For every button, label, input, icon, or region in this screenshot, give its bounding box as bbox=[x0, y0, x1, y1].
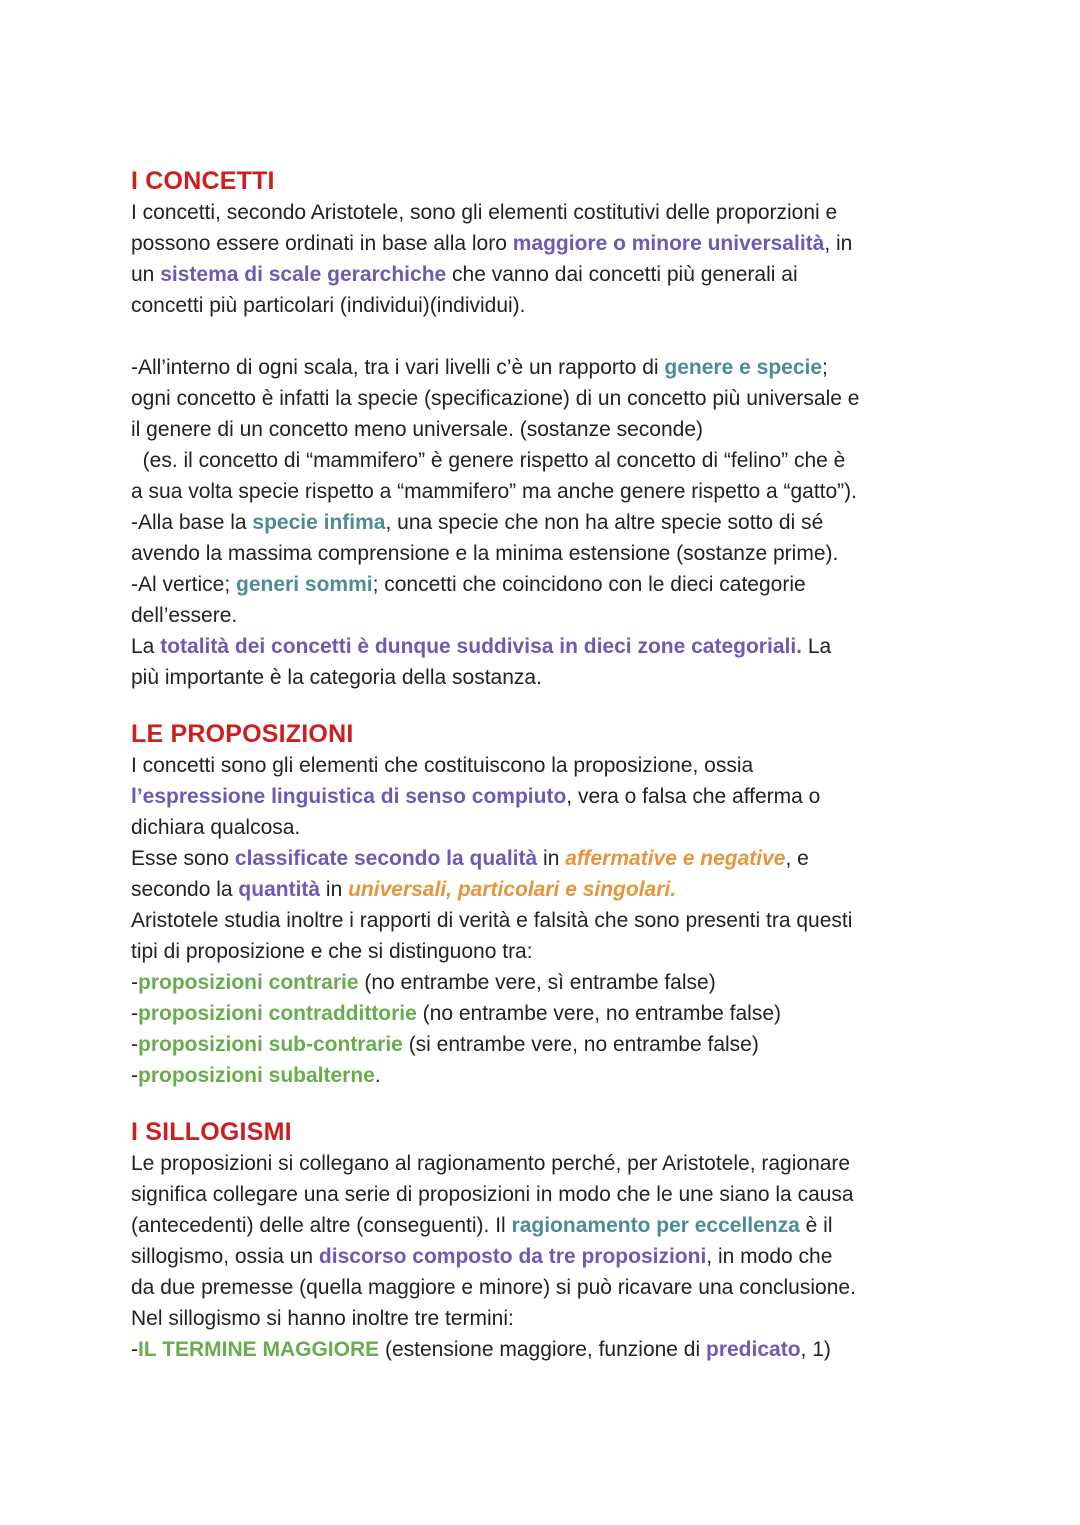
paragraph-line: a sua volta specie rispetto a “mammifero” ma anche genere rispetto a “gatto”). bbox=[131, 480, 857, 503]
text-span: (estensione maggiore, funzione di bbox=[379, 1338, 706, 1361]
section-title-concetti: I CONCETTI bbox=[131, 167, 275, 195]
document-page bbox=[131, 166, 961, 1365]
highlight-green: IL TERMINE MAGGIORE bbox=[138, 1338, 380, 1361]
highlight-teal: genere e specie bbox=[664, 356, 823, 379]
highlight-orange: affermative e negative bbox=[565, 847, 786, 870]
paragraph-line bbox=[131, 507, 961, 538]
text-span: che vanno dai concetti più generali ai bbox=[446, 263, 798, 286]
paragraph-line bbox=[131, 631, 961, 662]
section-title-sillogismi: I SILLOGISMI bbox=[131, 1118, 292, 1146]
list-item bbox=[131, 1060, 961, 1091]
text-span: sillogismo, ossia un bbox=[131, 1245, 319, 1268]
paragraph-line bbox=[131, 569, 961, 600]
paragraph-line: tipi di proposizione e che si distinguono tra: bbox=[131, 940, 533, 963]
text-span: -All’interno di ogni scala, tra i vari livelli c’è un rapporto di bbox=[131, 356, 665, 379]
highlight-green: proposizioni sub-contrarie bbox=[138, 1033, 403, 1056]
text-span: -Alla base la bbox=[131, 511, 253, 534]
highlight-green: proposizioni subalterne bbox=[138, 1064, 375, 1087]
text-span: , in bbox=[824, 232, 853, 255]
paragraph-line: concetti più particolari (individui)(individui). bbox=[131, 294, 526, 317]
text-span: , e bbox=[785, 847, 809, 870]
highlight-purple: discorso composto da tre proposizioni bbox=[318, 1245, 707, 1268]
highlight-purple: totalità dei concetti è dunque suddivisa in dieci zone categoriali. bbox=[160, 635, 802, 658]
list-item bbox=[131, 1029, 961, 1060]
text-span: , una specie che non ha altre specie sotto di sé bbox=[385, 511, 824, 534]
highlight-purple: sistema di scale gerarchiche bbox=[160, 263, 447, 286]
paragraph-line: Aristotele studia inoltre i rapporti di verità e falsità che sono presenti tra questi bbox=[131, 909, 853, 932]
text-span: - bbox=[131, 1338, 138, 1361]
text-span: La bbox=[131, 635, 161, 658]
highlight-teal: specie infima bbox=[252, 511, 386, 534]
paragraph-line: dell’essere. bbox=[131, 604, 238, 627]
highlight-purple: quantità bbox=[238, 878, 321, 901]
text-span: è il bbox=[799, 1214, 833, 1237]
paragraph-line bbox=[131, 1210, 961, 1241]
paragraph-line: (es. il concetto di “mammifero” è genere rispetto al concetto di “felino” che è bbox=[131, 449, 846, 472]
list-item bbox=[131, 967, 961, 998]
paragraph-line bbox=[131, 228, 961, 259]
text-span: - bbox=[131, 1033, 138, 1056]
paragraph-line bbox=[131, 843, 961, 874]
highlight-purple: maggiore o minore universalità bbox=[512, 232, 825, 255]
paragraph-line: I concetti sono gli elementi che costituiscono la proposizione, ossia bbox=[131, 754, 754, 777]
paragraph-line bbox=[131, 259, 961, 290]
list-item bbox=[131, 998, 961, 1029]
highlight-purple: classificate secondo la qualità bbox=[234, 847, 538, 870]
list-item bbox=[131, 1334, 961, 1365]
highlight-teal: generi sommi bbox=[236, 573, 373, 596]
text-span: (si entrambe vere, no entrambe false) bbox=[402, 1033, 759, 1056]
highlight-teal: ragionamento per eccellenza bbox=[511, 1214, 800, 1237]
paragraph-line bbox=[131, 874, 961, 905]
paragraph-line: significa collegare una serie di proposizioni in modo che le une siano la causa bbox=[131, 1183, 854, 1206]
paragraph-line: dichiara qualcosa. bbox=[131, 816, 301, 839]
text-span: in bbox=[320, 878, 349, 901]
paragraph-line: avendo la massima comprensione e la minima estensione (sostanze prime). bbox=[131, 542, 839, 565]
paragraph-line: da due premesse (quella maggiore e minore) si può ricavare una conclusione. bbox=[131, 1276, 856, 1299]
highlight-green: proposizioni contrarie bbox=[138, 971, 359, 994]
section-title-proposizioni: LE PROPOSIZIONI bbox=[131, 720, 354, 748]
text-span: , vera o falsa che afferma o bbox=[566, 785, 821, 808]
paragraph-line bbox=[131, 781, 961, 812]
paragraph-line: Le proposizioni si collegano al ragionamento perché, per Aristotele, ragionare bbox=[131, 1152, 851, 1175]
text-span: Esse sono bbox=[131, 847, 235, 870]
text-span: -Al vertice; bbox=[131, 573, 237, 596]
paragraph-line: Nel sillogismo si hanno inoltre tre termini: bbox=[131, 1307, 514, 1330]
text-span: - bbox=[131, 1002, 138, 1025]
text-span: (no entrambe vere, sì entrambe false) bbox=[358, 971, 716, 994]
highlight-green: proposizioni contraddittorie bbox=[138, 1002, 417, 1025]
paragraph-line bbox=[131, 1241, 961, 1272]
paragraph-line bbox=[131, 352, 961, 383]
text-span: La bbox=[802, 635, 832, 658]
text-span: possono essere ordinati in base alla loro bbox=[131, 232, 513, 255]
text-span: (antecedenti) delle altre (conseguenti). Il bbox=[131, 1214, 512, 1237]
text-span: ; bbox=[822, 356, 828, 379]
paragraph-line: più importante è la categoria della sostanza. bbox=[131, 666, 542, 689]
text-span: in bbox=[537, 847, 566, 870]
text-span: - bbox=[131, 971, 138, 994]
text-span: secondo la bbox=[131, 878, 239, 901]
text-span: ; concetti che coincidono con le dieci categorie bbox=[372, 573, 806, 596]
paragraph-line: il genere di un concetto meno universale. (sostanze seconde) bbox=[131, 418, 704, 441]
text-span: , 1) bbox=[800, 1338, 831, 1361]
text-span: . bbox=[374, 1064, 381, 1087]
paragraph-line: I concetti, secondo Aristotele, sono gli elementi costitutivi delle proporzioni e bbox=[131, 201, 838, 224]
text-span: - bbox=[131, 1064, 138, 1087]
text-span: , in modo che bbox=[706, 1245, 833, 1268]
text-span: un bbox=[131, 263, 161, 286]
text-span: (no entrambe vere, no entrambe false) bbox=[416, 1002, 782, 1025]
highlight-purple: predicato bbox=[706, 1338, 801, 1361]
paragraph-line: ogni concetto è infatti la specie (specificazione) di un concetto più universale e bbox=[131, 387, 860, 410]
highlight-purple: l’espressione linguistica di senso compiuto bbox=[131, 785, 567, 808]
highlight-orange: universali, particolari e singolari. bbox=[348, 878, 677, 901]
